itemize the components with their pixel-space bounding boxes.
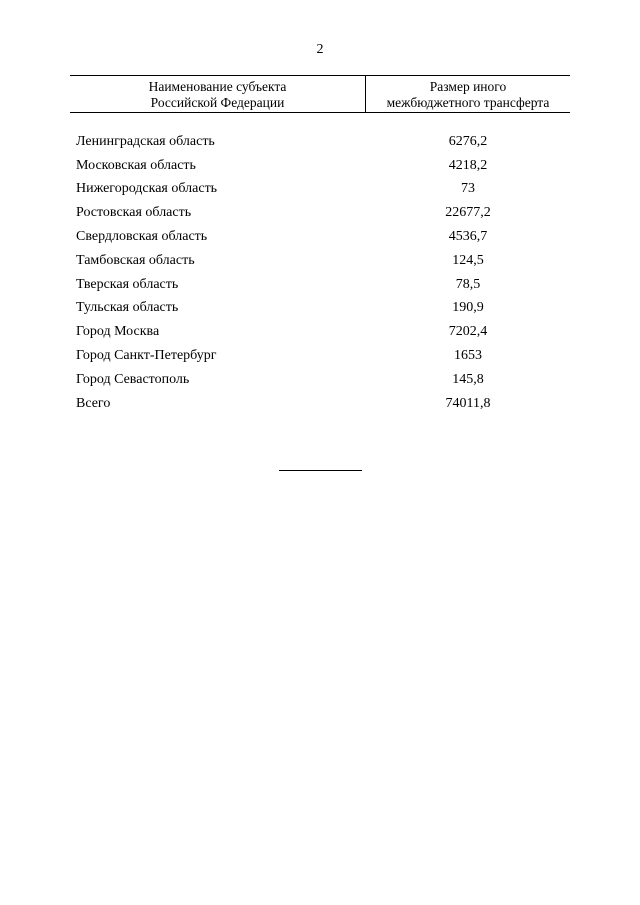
- table-row: [70, 201, 570, 225]
- row-total-label: Всего: [76, 395, 111, 411]
- table-row: [70, 225, 570, 249]
- row-transfer-amount: 1653: [454, 348, 482, 364]
- row-total-amount: 74011,8: [445, 395, 491, 411]
- row-region-name: Нижегородская область: [76, 181, 218, 197]
- table-row: [70, 273, 570, 297]
- row-region-name: Город Москва: [76, 324, 160, 340]
- header-amount: [366, 76, 570, 112]
- end-of-document-divider: [279, 470, 362, 471]
- page-number: 2: [316, 42, 324, 57]
- row-region-name: Тульская область: [76, 300, 179, 316]
- table-header: [70, 75, 570, 113]
- table-body: [70, 130, 570, 416]
- row-transfer-amount: 4536,7: [448, 229, 488, 245]
- table-row: [70, 249, 570, 273]
- row-transfer-amount: 145,8: [452, 371, 484, 387]
- row-transfer-amount: 73: [461, 181, 475, 197]
- row-region-name: Тверская область: [76, 276, 179, 292]
- transfer-table: [70, 75, 570, 416]
- header-subject-line-2: Российской Федерации: [150, 95, 285, 110]
- row-region-name: Ростовская область: [76, 205, 192, 221]
- row-transfer-amount: 78,5: [455, 276, 481, 292]
- row-transfer-amount: 6276,2: [448, 133, 488, 149]
- row-transfer-amount: 4218,2: [448, 157, 488, 173]
- row-transfer-amount: 22677,2: [445, 205, 491, 221]
- header-subject-line-1: Наименование субъекта: [148, 79, 287, 94]
- table-row: [70, 344, 570, 368]
- row-region-name: Московская область: [76, 157, 196, 173]
- header-amount-line-1: Размер иного: [429, 79, 507, 94]
- table-row: [70, 154, 570, 178]
- row-region-name: Город Санкт-Петербург: [76, 348, 217, 364]
- row-transfer-amount: 124,5: [452, 252, 484, 268]
- table-row: [70, 130, 570, 154]
- header-amount-line-2: межбюджетного трансферта: [386, 95, 550, 110]
- row-region-name: Свердловская область: [76, 229, 208, 245]
- table-row: [70, 320, 570, 344]
- row-transfer-amount: 190,9: [452, 300, 484, 316]
- row-region-name: Город Севастополь: [76, 371, 190, 387]
- table-row-total: [70, 392, 570, 416]
- row-transfer-amount: 7202,4: [448, 324, 488, 340]
- header-subject: [70, 76, 366, 112]
- table-row: [70, 368, 570, 392]
- row-region-name: Ленинградская область: [76, 133, 215, 149]
- table-row: [70, 297, 570, 321]
- table-row: [70, 178, 570, 202]
- row-region-name: Тамбовская область: [76, 252, 195, 268]
